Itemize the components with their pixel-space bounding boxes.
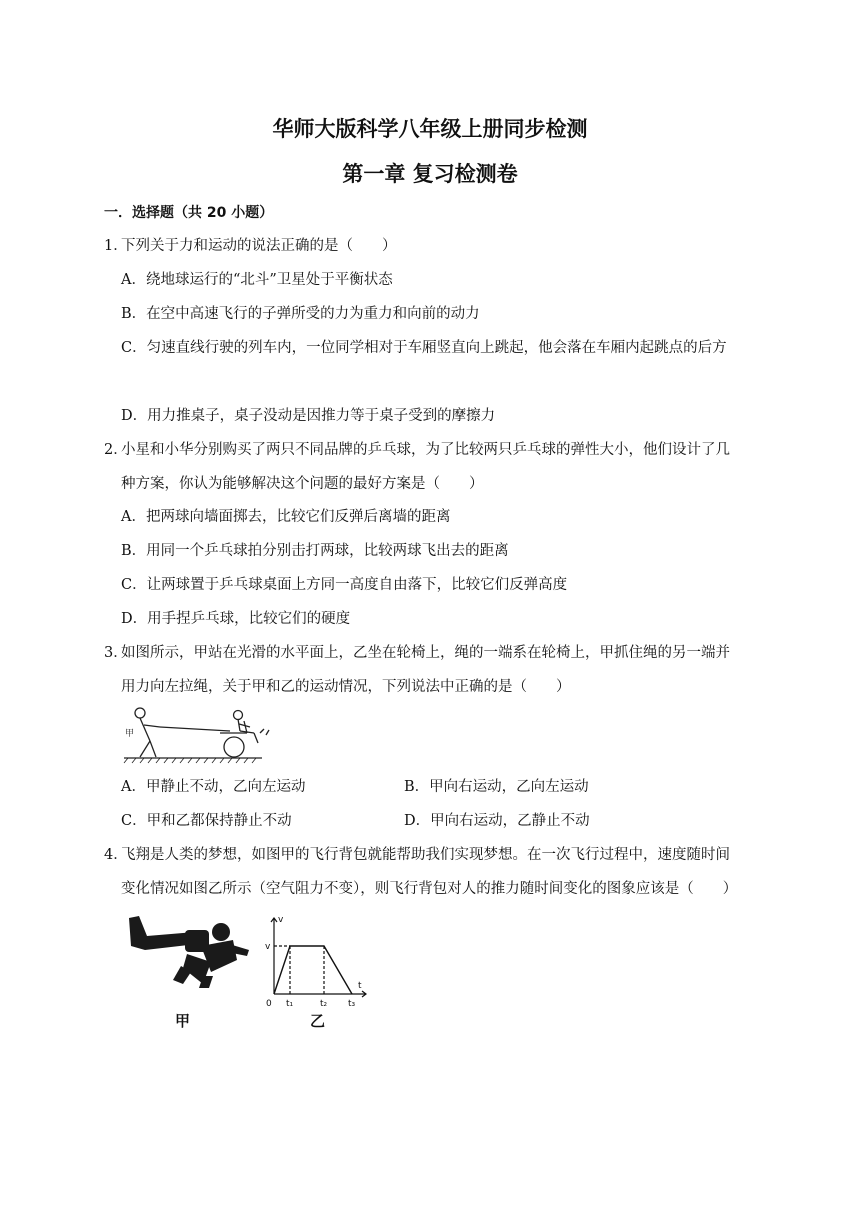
- question-2-stem-line1: 2．小星和小华分别购买了两只不同品牌的乒乓球，为了比较两只乒乓球的弹性大小，他们设计了几: [104, 442, 730, 458]
- question-2-option-c: C．让两球置于乒乓球桌面上方同一高度自由落下，比较它们反弹高度: [121, 577, 568, 593]
- question-1-stem: 1．下列关于力和运动的说法正确的是（ ）: [104, 238, 397, 254]
- figure-label-right: 乙: [310, 1012, 326, 1030]
- question-1-option-d: D．用力推桌子，桌子没动是因推力等于桌子受到的摩擦力: [121, 408, 496, 424]
- chapter-subtitle: 第一章 复习检测卷: [342, 162, 518, 186]
- graph-axis-y-label: v: [278, 915, 284, 925]
- question-2-option-a: A．把两球向墙面掷去，比较它们反弹后离墙的距离: [121, 509, 451, 525]
- velocity-time-graph: [262, 912, 372, 1032]
- page-title: 华师大版科学八年级上册同步检测: [272, 117, 588, 141]
- graph-axis-x-label: t: [358, 981, 362, 991]
- question-3-option-b: B．甲向右运动，乙向左运动: [404, 779, 589, 795]
- question-2-option-d: D．用手捏乒乓球，比较它们的硬度: [121, 611, 351, 627]
- graph-t3-label: t₃: [348, 999, 356, 1009]
- question-4-stem-line1: 4．飞翔是人类的梦想，如图甲的飞行背包就能帮助我们实现梦想。在一次飞行过程中，速度随时间: [104, 847, 730, 863]
- figure-label-left: 甲: [175, 1012, 191, 1030]
- question-2-stem-line2: 种方案，你认为能够解决这个问题的最好方案是（ ）: [121, 476, 484, 492]
- question-3-option-c: C．甲和乙都保持静止不动: [121, 813, 292, 829]
- graph-t2-label: t₂: [320, 999, 328, 1009]
- question-1-option-c: C．匀速直线行驶的列车内，一位同学相对于车厢竖直向上跳起，他会落在车厢内起跳点的后方: [121, 340, 727, 356]
- graph-t1-label: t₁: [286, 999, 294, 1009]
- question-3-option-a: A．甲静止不动，乙向左运动: [121, 779, 306, 795]
- question-3-stem-line2: 用力向左拉绳，关于甲和乙的运动情况，下列说法中正确的是（ ）: [121, 679, 571, 695]
- rope-pull-figure: [122, 703, 272, 765]
- question-4-stem-line2: 变化情况如图乙所示（空气阻力不变），则飞行背包对人的推力随时间变化的图象应该是（ ）: [121, 881, 738, 897]
- question-1-option-a: A．绕地球运行的“北斗”卫星处于平衡状态: [121, 272, 393, 288]
- graph-origin-label: 0: [266, 999, 272, 1009]
- question-3-option-d: D．甲向右运动，乙静止不动: [404, 813, 590, 829]
- figure-label-jia: 甲: [125, 729, 135, 739]
- graph-v-tick: v: [265, 942, 271, 952]
- question-3-stem-line1: 3．如图所示，甲站在光滑的水平面上，乙坐在轮椅上，绳的一端系在轮椅上，甲抓住绳的另一端并: [104, 645, 730, 661]
- jetpack-figure: [125, 910, 260, 1030]
- section-heading: 一．选择题（共 20 小题）: [104, 205, 274, 221]
- question-2-option-b: B．用同一个乒乓球拍分别击打两球，比较两球飞出去的距离: [121, 543, 509, 559]
- question-1-option-b: B．在空中高速飞行的子弹所受的力为重力和向前的动力: [121, 306, 480, 322]
